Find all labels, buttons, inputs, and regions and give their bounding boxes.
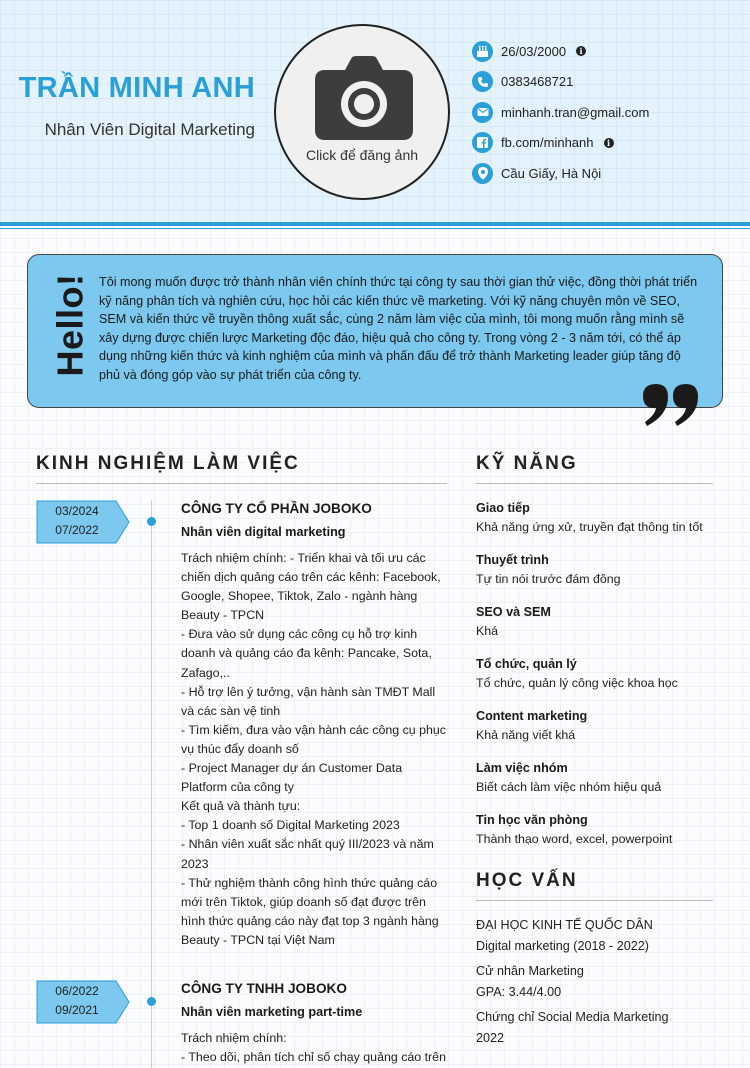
skill-name: Làm việc nhóm [476,761,568,775]
info-icon[interactable]: i [576,46,586,56]
contact-address [472,158,649,189]
email-value: minhanh.tran@gmail.com [501,104,650,120]
skill-desc: Tự tin nói trước đám đông [476,572,621,586]
info-icon[interactable]: i [604,138,614,148]
job-description-line: 2023 [181,856,209,871]
cake-icon [472,41,493,62]
education-major: Digital marketing (2018 - 2022) [476,938,649,953]
education-item [476,961,726,1002]
skill-item [476,500,726,552]
education-degree: Cử nhân Marketing [476,964,584,979]
job-2-description [181,1029,449,1067]
job-1 [181,501,449,950]
skills-divider [476,483,713,484]
timeline-dot [147,517,156,526]
job-description-line: Platform của công ty [181,780,294,795]
job-1-description [181,549,449,950]
phone-value: 0383468721 [501,74,574,90]
avatar-upload[interactable] [274,24,450,200]
intro-heading [40,265,100,385]
timeline-line [151,500,152,1068]
skill-item [476,656,726,708]
skill-item [476,708,726,760]
job-2-start-date: 09/2021 [55,1003,99,1017]
timeline-dot [147,997,156,1006]
contact-facebook [472,128,649,159]
intro-heading-text: Hello! [49,273,91,377]
skill-name: SEO và SEM [476,605,551,619]
skill-name: Thuyết trình [476,553,549,567]
education-item [476,1007,726,1048]
birthday-value: 26/03/2000 [501,43,567,59]
map-pin-icon [472,163,493,184]
skills-title: KỸ NĂNG [476,453,578,474]
skill-desc: Tổ chức, quản lý công việc khoa học [476,676,678,690]
job-1-start-date: 07/2022 [55,523,99,537]
facebook-icon [472,132,493,153]
job-description-line: và các sàn vệ tinh [181,703,281,718]
skill-name: Giao tiếp [476,501,530,515]
job-description-line: Beauty - TPCN tại Việt Nam [181,932,335,947]
skill-item [476,604,726,656]
contact-list [472,36,649,189]
job-description-line: hình thức quảng cáo này đạt top 3 ngành hàng [181,913,439,928]
job-description-line: doanh và quảng cáo đa kênh: Pancake, Sota, [181,646,432,661]
education-item [476,915,726,956]
skill-item [476,552,726,604]
experience-title: KINH NGHIỆM LÀM VIỆC [36,453,300,474]
job-description-line: Trách nhiệm chính: - Triển khai và tối ưu các [181,551,426,565]
facebook-value: fb.com/minhanh [501,135,594,151]
job-description-line: Kết quả và thành tựu: [181,799,301,814]
address-value: Cầu Giấy, Hà Nội [501,165,602,181]
job-description-line: - Project Manager dự án Customer Data [181,761,403,776]
education-list [476,915,726,1054]
education-gpa: GPA: 3.44/4.00 [476,984,562,999]
job-1-role: Nhân viên digital marketing [181,525,346,539]
contact-birthday [472,36,649,67]
contact-phone [472,67,649,98]
skill-name: Tổ chức, quản lý [476,657,577,671]
education-cert-year: 2022 [476,1030,505,1045]
job-2-end-date: 06/2022 [55,984,99,998]
skill-desc: Khá [476,624,499,638]
job-description-line: Beauty - TPCN [181,608,265,623]
experience-divider [36,483,447,484]
job-description-line: Trách nhiệm chính: [181,1031,287,1045]
skill-desc: Khả năng ứng xử, truyền đạt thông tin tốt [476,520,703,534]
camera-icon [315,56,413,140]
job-description-line: mới trên Tiktok, giúp doanh số đạt được trên [181,894,426,909]
job-2-company: CÔNG TY TNHH JOBOKO [181,981,347,996]
avatar-upload-label: Click để đăng ảnh [305,147,419,163]
job-description-line: Google, Shopee, Tiktok, Zalo - ngành hàng [181,589,418,604]
job-2-role: Nhân viên marketing part-time [181,1005,363,1019]
job-description-line: - Nhân viên xuất sắc nhất quý III/2023 và năm [181,837,434,852]
education-title: HỌC VẤN [476,870,578,891]
job-2 [181,981,449,1067]
skill-name: Content marketing [476,709,588,723]
job-description-line: - Top 1 doanh số Digital Marketing 2023 [181,818,400,833]
skill-item [476,812,726,864]
education-school: ĐẠI HỌC KINH TẾ QUỐC DÂN [476,918,653,932]
job-description-line: vụ thúc đẩy doanh số [181,741,299,756]
quote-icon [643,384,699,426]
job-description-line: - Thử nghiệm thành công hình thức quảng cáo [181,875,438,890]
phone-icon [472,71,493,92]
education-certificate: Chứng chỉ Social Media Marketing [476,1010,669,1025]
skills-list [476,500,726,864]
job-description-line: - Theo dõi, phân tích chỉ số chạy quảng cáo trên [181,1050,446,1065]
job-1-end-date: 03/2024 [55,504,99,518]
header-divider [0,222,750,226]
job-description-line: - Hỗ trợ lên ý tưởng, vận hành sàn TMĐT Mall [181,684,436,699]
header-divider-thin [0,228,750,229]
job-description-line: chiến dịch quảng cáo trên các kênh: Facebook, [181,570,441,585]
skill-item [476,760,726,812]
skill-name: Tin học văn phòng [476,813,588,827]
job-description-line: - Đưa vào sử dụng các công cụ hỗ trợ kinh [181,627,418,642]
candidate-name: TRẦN MINH ANH [18,72,255,104]
skill-desc: Biết cách làm việc nhóm hiệu quả [476,780,662,794]
candidate-title: Nhân Viên Digital Marketing [44,120,255,139]
skill-desc: Thành thạo word, excel, powerpoint [476,832,673,846]
contact-email [472,97,649,128]
intro-text: Tôi mong muốn được trở thành nhân viên chính thức tại công ty sau thời gian thử việc, đồng thời phát triển kỹ năng phân tích và nghiên cứu, học hỏi các kiến thức về marketing. Với kỹ năng chuyên môn về SEO, SEM và kiến thức về truyền thông xuất sắc, cùng 2 năm làm việc của mình, tôi mong muốn rằng mình sẽ xây dựng được chiến lược Marketing độc đáo, hiệu quả cho công ty. Trong vòng 2 - 3 năm tới, có thể áp dụng những kiến thức và kinh nghiệm của mình và phấn đấu để trở thành Marketing leader giúp tăng độ phủ và đóng góp vào sự phát triển của công ty. [99,275,698,382]
job-description-line: Zafago,.. [181,665,230,680]
education-divider [476,900,713,901]
envelope-icon [472,102,493,123]
job-1-company: CÔNG TY CỔ PHẦN JOBOKO [181,501,372,516]
job-description-line: - Tìm kiếm, đưa vào vận hành các công cụ phục [181,722,446,737]
skill-desc: Khả năng viết khá [476,728,576,742]
